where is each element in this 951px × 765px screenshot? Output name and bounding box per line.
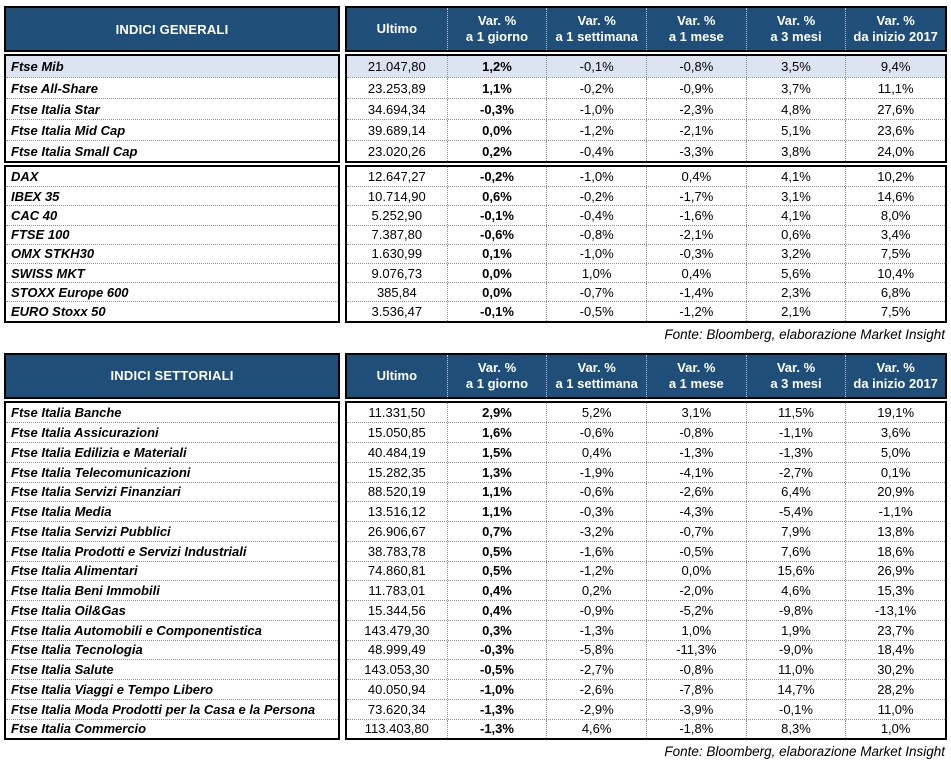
last-value-cell: 1.630,99 bbox=[371, 246, 423, 262]
table-row bbox=[347, 521, 945, 541]
table-row bbox=[347, 561, 945, 581]
var-pct-cell: 0,4% bbox=[546, 443, 646, 462]
index-label: Ftse Italia Automobili e Componentistica bbox=[6, 620, 338, 640]
last-value-cell: 39.689,14 bbox=[367, 122, 426, 138]
var-pct-cell: 0,6% bbox=[746, 226, 846, 244]
var-pct-cell: -1,2% bbox=[646, 302, 746, 320]
table-row bbox=[347, 679, 945, 699]
index-label: STOXX Europe 600 bbox=[6, 282, 338, 301]
column-header-line2: a 1 mese bbox=[668, 375, 724, 391]
var-pct-cell: 3,1% bbox=[746, 187, 846, 205]
var-pct-cell: -1,7% bbox=[646, 187, 746, 205]
var-pct-cell: 11,0% bbox=[845, 700, 945, 719]
column-header bbox=[447, 355, 547, 397]
column-header bbox=[646, 355, 746, 397]
var-pct-cell: 0,1% bbox=[845, 463, 945, 482]
var-pct-cell: 10,2% bbox=[845, 167, 945, 186]
var-pct-cell: 0,2% bbox=[447, 141, 547, 161]
var-pct-cell: -1,1% bbox=[845, 502, 945, 521]
table-row bbox=[347, 442, 945, 462]
var-pct-cell: 0,6% bbox=[447, 187, 547, 205]
var-pct-cell: 4,6% bbox=[746, 581, 846, 600]
last-value-cell: 88.520,19 bbox=[367, 484, 426, 500]
var-pct-cell: 2,3% bbox=[746, 283, 846, 301]
var-pct-cell: 27,6% bbox=[845, 99, 945, 119]
column-header-line1: Ultimo bbox=[376, 367, 418, 383]
var-pct-cell: -4,3% bbox=[646, 502, 746, 521]
var-pct-cell: -2,7% bbox=[746, 463, 846, 482]
last-value-cell: 48.999,49 bbox=[367, 642, 426, 658]
column-header bbox=[845, 355, 945, 397]
last-value-cell: 9.076,73 bbox=[371, 265, 423, 281]
var-pct-cell: 14,6% bbox=[845, 187, 945, 205]
label-section bbox=[4, 401, 340, 741]
var-pct-cell: 0,5% bbox=[447, 542, 547, 561]
var-pct-cell: -1,2% bbox=[546, 562, 646, 581]
source-note: Fonte: Bloomberg, elaborazione Market Insight bbox=[664, 326, 945, 342]
column-header-line2: da inizio 2017 bbox=[853, 29, 938, 44]
var-pct-cell: -0,6% bbox=[546, 483, 646, 502]
var-pct-cell: 18,4% bbox=[845, 641, 945, 660]
var-pct-cell: -5,4% bbox=[746, 502, 846, 521]
var-pct-cell: 23,6% bbox=[845, 120, 945, 140]
var-pct-cell: -1,3% bbox=[447, 720, 547, 739]
column-header-line1: Var. % bbox=[477, 13, 517, 28]
var-pct-cell: -0,6% bbox=[546, 423, 646, 442]
var-pct-cell: 0,4% bbox=[646, 167, 746, 186]
table-row bbox=[347, 244, 945, 263]
var-pct-cell: -0,5% bbox=[646, 542, 746, 561]
column-header bbox=[347, 355, 447, 397]
index-label: Ftse Italia Moda Prodotti per la Casa e la Persona bbox=[6, 699, 338, 719]
var-pct-cell: -2,6% bbox=[546, 680, 646, 699]
last-value-cell: 11.783,01 bbox=[368, 583, 426, 599]
var-pct-cell: -2,7% bbox=[546, 660, 646, 679]
index-label: Ftse Mib bbox=[6, 56, 338, 77]
table-row bbox=[347, 167, 945, 186]
column-header-line1: Var. % bbox=[677, 359, 716, 375]
column-header-line1: Var. % bbox=[577, 359, 616, 375]
column-header bbox=[347, 8, 447, 50]
last-value-cell: 113.403,80 bbox=[364, 721, 429, 737]
index-name-column bbox=[4, 6, 340, 323]
var-pct-cell: -0,3% bbox=[646, 245, 746, 263]
var-pct-cell: -0,9% bbox=[546, 601, 646, 620]
var-pct-cell: 7,5% bbox=[845, 245, 945, 263]
var-pct-cell: -0,2% bbox=[447, 167, 547, 186]
column-header-line2: a 1 giorno bbox=[465, 29, 529, 44]
index-label: Ftse Italia Banche bbox=[11, 404, 122, 420]
last-value-cell: 7.387,80 bbox=[371, 227, 423, 243]
var-pct-cell: -1,3% bbox=[447, 700, 547, 719]
var-pct-cell: 7,5% bbox=[845, 302, 945, 320]
last-value-cell: 38.783,78 bbox=[367, 543, 426, 559]
index-label: Ftse Italia Edilizia e Materiali bbox=[6, 442, 338, 462]
last-value-cell: 15.344,56 bbox=[367, 602, 426, 618]
table-title: INDICI SETTORIALI bbox=[4, 353, 340, 399]
last-value-cell: 21.047,80 bbox=[367, 59, 426, 74]
var-pct-cell: -9,8% bbox=[746, 601, 846, 620]
var-pct-cell: -2,9% bbox=[546, 700, 646, 719]
table-row bbox=[347, 263, 945, 282]
var-pct-cell: 26,9% bbox=[845, 562, 945, 581]
var-pct-cell: -2,6% bbox=[646, 483, 746, 502]
var-pct-cell: -2,0% bbox=[646, 581, 746, 600]
index-label: FTSE 100 bbox=[6, 225, 338, 244]
var-pct-cell: 2,1% bbox=[746, 302, 846, 320]
var-pct-cell: -0,1% bbox=[746, 700, 846, 719]
last-value-cell: 23.253,89 bbox=[367, 80, 426, 96]
var-pct-cell: -0,2% bbox=[546, 78, 646, 98]
table-row bbox=[347, 56, 945, 77]
var-pct-cell: -0,1% bbox=[447, 206, 547, 224]
var-pct-cell: -0,8% bbox=[646, 423, 746, 442]
column-header-line1: Ultimo bbox=[376, 21, 418, 36]
last-value-cell: 11.331,50 bbox=[368, 404, 426, 420]
var-pct-cell: -1,1% bbox=[746, 423, 846, 442]
data-section bbox=[345, 54, 947, 163]
index-label: Ftse Italia Star bbox=[6, 98, 338, 119]
var-pct-cell: -0,2% bbox=[546, 187, 646, 205]
var-pct-cell: 1,3% bbox=[447, 463, 547, 482]
var-pct-cell: -1,3% bbox=[546, 621, 646, 640]
var-pct-cell: 8,3% bbox=[746, 720, 846, 739]
var-pct-cell: -3,2% bbox=[546, 522, 646, 541]
var-pct-cell: -0,6% bbox=[447, 226, 547, 244]
label-section bbox=[4, 54, 340, 163]
var-pct-cell: 2,9% bbox=[447, 403, 547, 423]
var-pct-cell: 4,1% bbox=[746, 206, 846, 224]
var-pct-cell: 3,2% bbox=[746, 245, 846, 263]
last-value-cell: 40.050,94 bbox=[367, 681, 426, 697]
var-pct-cell: -1,0% bbox=[546, 99, 646, 119]
index-label: DAX bbox=[11, 169, 39, 185]
var-pct-cell: -1,9% bbox=[546, 463, 646, 482]
column-header-line2: a 1 mese bbox=[668, 29, 724, 44]
var-pct-cell: -2,3% bbox=[646, 99, 746, 119]
table-row bbox=[347, 501, 945, 521]
var-pct-cell: -1,8% bbox=[646, 720, 746, 739]
table-row bbox=[347, 403, 945, 423]
label-section bbox=[4, 165, 340, 323]
var-pct-cell: 3,7% bbox=[746, 78, 846, 98]
var-pct-cell: -2,1% bbox=[646, 120, 746, 140]
table-row bbox=[347, 301, 945, 320]
column-header-line1: Var. % bbox=[776, 359, 816, 375]
var-pct-cell: 0,4% bbox=[447, 601, 547, 620]
var-pct-cell: -2,1% bbox=[646, 226, 746, 244]
data-section bbox=[345, 401, 947, 741]
column-header-line1: Var. % bbox=[776, 13, 816, 28]
var-pct-cell: -9,0% bbox=[746, 641, 846, 660]
var-pct-cell: -0,8% bbox=[546, 226, 646, 244]
last-value-cell: 34.694,34 bbox=[367, 101, 426, 117]
var-pct-cell: -1,4% bbox=[646, 283, 746, 301]
var-pct-cell: 11,5% bbox=[746, 403, 846, 423]
table-row bbox=[347, 699, 945, 719]
last-value-cell: 5.252,90 bbox=[371, 207, 423, 223]
index-label: Ftse Italia Media bbox=[6, 501, 338, 521]
column-header-line2: a 3 mesi bbox=[770, 375, 822, 391]
column-header bbox=[447, 8, 547, 50]
index-label: Ftse Italia Assicurazioni bbox=[6, 422, 338, 442]
var-pct-cell: 3,8% bbox=[746, 141, 846, 161]
table-row bbox=[347, 422, 945, 442]
table-row bbox=[347, 580, 945, 600]
var-pct-cell: 0,7% bbox=[447, 522, 547, 541]
column-header-line1: Var. % bbox=[477, 359, 517, 375]
table-row bbox=[347, 620, 945, 640]
var-pct-cell: 1,2% bbox=[447, 56, 547, 77]
var-pct-cell: 1,1% bbox=[447, 483, 547, 502]
last-value-cell: 13.516,12 bbox=[367, 504, 426, 520]
column-header bbox=[646, 8, 746, 50]
var-pct-cell: 1,1% bbox=[447, 78, 547, 98]
last-value-cell: 3.536,47 bbox=[371, 303, 423, 319]
var-pct-cell: -11,3% bbox=[646, 641, 746, 660]
var-pct-cell: -3,3% bbox=[646, 141, 746, 161]
var-pct-cell: 11,1% bbox=[845, 78, 945, 98]
var-pct-cell: -0,3% bbox=[546, 502, 646, 521]
var-pct-cell: -0,9% bbox=[646, 78, 746, 98]
index-label: Ftse All-Share bbox=[6, 77, 338, 98]
column-header bbox=[546, 8, 646, 50]
var-pct-cell: -0,5% bbox=[546, 302, 646, 320]
index-label: SWISS MKT bbox=[6, 263, 338, 282]
index-label: Ftse Italia Oil&Gas bbox=[6, 600, 338, 620]
var-pct-cell: -5,2% bbox=[646, 601, 746, 620]
table-row bbox=[347, 600, 945, 620]
var-pct-cell: 3,4% bbox=[845, 226, 945, 244]
var-pct-cell: 10,4% bbox=[845, 264, 945, 282]
table-row bbox=[347, 482, 945, 502]
var-pct-cell: -1,3% bbox=[746, 443, 846, 462]
index-data-columns bbox=[345, 6, 947, 323]
last-value-cell: 73.620,34 bbox=[367, 701, 426, 717]
column-header bbox=[546, 355, 646, 397]
index-data-columns bbox=[345, 353, 947, 741]
table-row bbox=[347, 659, 945, 679]
index-label: OMX STKH30 bbox=[6, 244, 338, 263]
column-header-row bbox=[345, 6, 947, 52]
var-pct-cell: 0,0% bbox=[447, 120, 547, 140]
last-value-cell: 10.714,90 bbox=[367, 188, 426, 204]
var-pct-cell: -1,0% bbox=[546, 245, 646, 263]
var-pct-cell: 30,2% bbox=[845, 660, 945, 679]
index-label: Ftse Italia Commercio bbox=[6, 719, 338, 739]
index-label: Ftse Italia Small Cap bbox=[6, 140, 338, 161]
index-label: Ftse Italia Viaggi e Tempo Libero bbox=[6, 679, 338, 699]
var-pct-cell: 5,0% bbox=[845, 443, 945, 462]
var-pct-cell: 5,1% bbox=[746, 120, 846, 140]
index-label: Ftse Italia Mid Cap bbox=[6, 119, 338, 140]
var-pct-cell: 15,3% bbox=[845, 581, 945, 600]
var-pct-cell: 8,0% bbox=[845, 206, 945, 224]
var-pct-cell: 1,6% bbox=[447, 423, 547, 442]
column-header bbox=[746, 355, 846, 397]
var-pct-cell: -1,6% bbox=[546, 542, 646, 561]
column-header bbox=[845, 8, 945, 50]
var-pct-cell: -1,0% bbox=[447, 680, 547, 699]
last-value-cell: 143.479,30 bbox=[364, 622, 430, 638]
var-pct-cell: 4,6% bbox=[546, 720, 646, 739]
table-row bbox=[347, 719, 945, 739]
column-header-line2: a 1 settimana bbox=[555, 375, 638, 391]
index-label: Ftse Italia Alimentari bbox=[6, 561, 338, 581]
var-pct-cell: -5,8% bbox=[546, 641, 646, 660]
var-pct-cell: 6,8% bbox=[845, 283, 945, 301]
var-pct-cell: -0,5% bbox=[447, 660, 547, 679]
table-row bbox=[347, 205, 945, 224]
var-pct-cell: -1,6% bbox=[646, 206, 746, 224]
var-pct-cell: 0,0% bbox=[646, 562, 746, 581]
var-pct-cell: 13,8% bbox=[845, 522, 945, 541]
index-label: Ftse Italia Servizi Finanziari bbox=[6, 482, 338, 502]
var-pct-cell: 18,6% bbox=[845, 542, 945, 561]
var-pct-cell: 1,9% bbox=[746, 621, 846, 640]
table-row bbox=[347, 282, 945, 301]
var-pct-cell: 24,0% bbox=[845, 141, 945, 161]
column-header-line2: a 3 mesi bbox=[770, 29, 822, 44]
var-pct-cell: -0,4% bbox=[546, 206, 646, 224]
var-pct-cell: 5,2% bbox=[546, 403, 646, 423]
var-pct-cell: 0,3% bbox=[447, 621, 547, 640]
last-value-cell: 26.906,67 bbox=[367, 523, 426, 539]
var-pct-cell: -7,8% bbox=[646, 680, 746, 699]
column-header-line1: Var. % bbox=[577, 13, 616, 28]
data-section bbox=[345, 165, 947, 323]
index-label: Ftse Italia Salute bbox=[6, 659, 338, 679]
column-header-row bbox=[345, 353, 947, 399]
table-row bbox=[347, 225, 945, 244]
column-header-line1: Var. % bbox=[876, 13, 915, 28]
var-pct-cell: -0,4% bbox=[546, 141, 646, 161]
index-label: EURO Stoxx 50 bbox=[6, 301, 338, 320]
last-value-cell: 15.050,85 bbox=[367, 425, 426, 441]
var-pct-cell: 23,7% bbox=[845, 621, 945, 640]
var-pct-cell: 4,1% bbox=[746, 167, 846, 186]
table-row bbox=[347, 640, 945, 660]
var-pct-cell: 0,0% bbox=[447, 264, 547, 282]
last-value-cell: 12.647,27 bbox=[367, 169, 426, 185]
var-pct-cell: -1,2% bbox=[546, 120, 646, 140]
last-value-cell: 15.282,35 bbox=[367, 464, 426, 480]
var-pct-cell: 3,6% bbox=[845, 423, 945, 442]
var-pct-cell: 0,1% bbox=[447, 245, 547, 263]
index-label: Ftse Italia Beni Immobili bbox=[6, 580, 338, 600]
index-name-column bbox=[4, 353, 340, 741]
table-title: INDICI GENERALI bbox=[4, 6, 340, 52]
var-pct-cell: 7,6% bbox=[746, 542, 846, 561]
var-pct-cell: 3,5% bbox=[746, 56, 846, 77]
var-pct-cell: -1,0% bbox=[546, 167, 646, 186]
table-row bbox=[347, 98, 945, 119]
var-pct-cell: -0,8% bbox=[646, 56, 746, 77]
var-pct-cell: 19,1% bbox=[845, 403, 945, 423]
indices-table-sector bbox=[4, 353, 947, 741]
var-pct-cell: -0,3% bbox=[447, 99, 547, 119]
column-header-line2: a 1 giorno bbox=[465, 375, 529, 391]
index-label: Ftse Italia Prodotti e Servizi Industriali bbox=[6, 541, 338, 561]
var-pct-cell: -0,1% bbox=[546, 56, 646, 77]
var-pct-cell: -0,3% bbox=[447, 641, 547, 660]
var-pct-cell: 4,8% bbox=[746, 99, 846, 119]
var-pct-cell: 1,1% bbox=[447, 502, 547, 521]
var-pct-cell: -0,1% bbox=[447, 302, 547, 320]
var-pct-cell: 7,9% bbox=[746, 522, 846, 541]
table-row bbox=[347, 119, 945, 140]
column-header-line1: Var. % bbox=[677, 13, 716, 28]
table-row bbox=[347, 77, 945, 98]
index-label: CAC 40 bbox=[6, 205, 338, 224]
column-header-line2: da inizio 2017 bbox=[853, 375, 938, 391]
var-pct-cell: -3,9% bbox=[646, 700, 746, 719]
last-value-cell: 23.020,26 bbox=[367, 143, 426, 159]
var-pct-cell: 5,6% bbox=[746, 264, 846, 282]
var-pct-cell: -0,7% bbox=[646, 522, 746, 541]
var-pct-cell: 1,0% bbox=[845, 720, 945, 739]
var-pct-cell: 0,5% bbox=[447, 562, 547, 581]
last-value-cell: 74.860,81 bbox=[367, 563, 426, 579]
var-pct-cell: 1,0% bbox=[546, 264, 646, 282]
last-value-cell: 385,84 bbox=[376, 284, 417, 300]
var-pct-cell: -4,1% bbox=[646, 463, 746, 482]
table-row bbox=[347, 541, 945, 561]
last-value-cell: 40.484,19 bbox=[367, 444, 426, 460]
var-pct-cell: 0,2% bbox=[546, 581, 646, 600]
var-pct-cell: -1,3% bbox=[646, 443, 746, 462]
var-pct-cell: 1,0% bbox=[646, 621, 746, 640]
column-header bbox=[746, 8, 846, 50]
indices-table-general bbox=[4, 6, 947, 323]
index-label: Ftse Italia Telecomunicazioni bbox=[6, 462, 338, 482]
var-pct-cell: -0,8% bbox=[646, 660, 746, 679]
var-pct-cell: 11,0% bbox=[746, 660, 846, 679]
var-pct-cell: -13,1% bbox=[845, 601, 945, 620]
column-header-line2: a 1 settimana bbox=[555, 29, 638, 44]
var-pct-cell: 20,9% bbox=[845, 483, 945, 502]
var-pct-cell: 3,1% bbox=[646, 403, 746, 423]
index-label: IBEX 35 bbox=[6, 186, 338, 205]
index-label: Ftse Italia Tecnologia bbox=[6, 640, 338, 660]
var-pct-cell: 14,7% bbox=[746, 680, 846, 699]
column-header-line1: Var. % bbox=[876, 359, 915, 375]
var-pct-cell: 9,4% bbox=[845, 56, 945, 77]
var-pct-cell: 15,6% bbox=[746, 562, 846, 581]
table-row bbox=[347, 462, 945, 482]
var-pct-cell: 0,0% bbox=[447, 283, 547, 301]
var-pct-cell: 28,2% bbox=[845, 680, 945, 699]
var-pct-cell: 6,4% bbox=[746, 483, 846, 502]
index-label: Ftse Italia Servizi Pubblici bbox=[6, 521, 338, 541]
table-row bbox=[347, 186, 945, 205]
source-note: Fonte: Bloomberg, elaborazione Market Insight bbox=[664, 744, 945, 760]
var-pct-cell: -0,7% bbox=[546, 283, 646, 301]
table-row bbox=[347, 140, 945, 161]
last-value-cell: 143.053,30 bbox=[364, 662, 430, 678]
var-pct-cell: 0,4% bbox=[646, 264, 746, 282]
var-pct-cell: 1,5% bbox=[447, 443, 547, 462]
var-pct-cell: 0,4% bbox=[447, 581, 547, 600]
